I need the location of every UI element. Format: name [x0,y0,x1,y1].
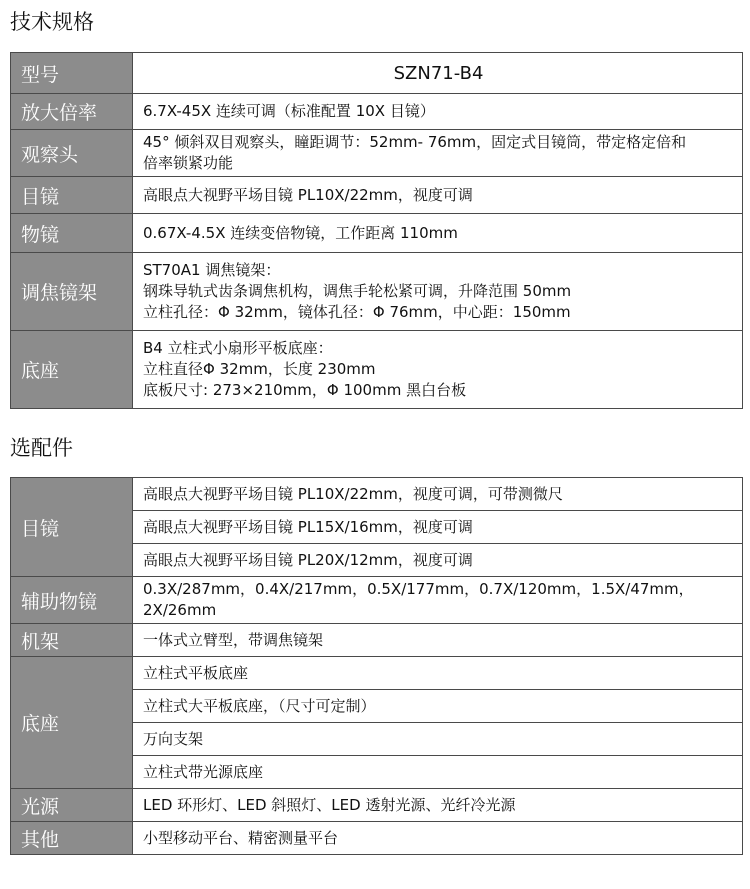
spec-row-magnification [11,94,743,130]
acc-value-eyepiece-2: 高眼点大视野平场目镜 PL15X/16mm，视度可调 [133,511,743,544]
spec-line: 钢珠导轨式齿条调焦机构，调焦手轮松紧可调，升降范围 50mm [143,282,572,300]
spec-label-eyepiece: 目镜 [11,177,133,214]
acc-value-frame: 一体式立臂型，带调焦镜架 [133,624,743,657]
spec-value-head [133,130,743,177]
acc-value-light: LED 环形灯、LED 斜照灯、LED 透射光源、光纤冷光源 [133,789,743,822]
acc-value-base-2: 立柱式大平板底座，（尺寸可定制） [133,690,743,723]
spec-value-magnification [133,94,743,130]
spec-value-focus-mount [133,253,743,331]
acc-value-base-1: 立柱式平板底座 [133,657,743,690]
spec-value-model: SZN71-B4 [133,53,743,94]
acc-value-eyepiece-1: 高眼点大视野平场目镜 PL10X/22mm，视度可调，可带测微尺 [133,478,743,511]
acc-row-aux-objective [11,577,743,624]
acc-label-eyepiece: 目镜 [11,478,133,577]
acc-row-frame [11,624,743,657]
acc-value-other: 小型移动平台、精密测量平台 [133,822,743,855]
accessories-section-title: 选配件 [10,436,73,460]
acc-value-eyepiece-3: 高眼点大视野平场目镜 PL20X/12mm，视度可调 [133,544,743,577]
spec-row-focus-mount [11,253,743,331]
spec-line: 高眼点大视野平场目镜 PL10X/22mm，视度可调 [143,185,473,204]
acc-value-aux-objective [133,577,743,624]
spec-label-magnification: 放大倍率 [11,94,133,130]
spec-label-base: 底座 [11,331,133,409]
spec-row-head [11,130,743,177]
spec-label-objective: 物镜 [11,214,133,253]
spec-line: ST70A1 调焦镜架： [143,261,281,279]
acc-value-base-4: 立柱式带光源底座 [133,756,743,789]
spec-value-objective [133,214,743,253]
spec-line: 0.67X-4.5X 连续变倍物镜，工作距离 110mm [143,223,458,242]
acc-label-base: 底座 [11,657,133,789]
spec-line: 立柱直径Φ 32mm，长度 230mm [143,360,376,378]
spec-label-focus-mount: 调焦镜架 [11,253,133,331]
spec-line: 6.7X-45X 连续可调（标准配置 10X 目镜） [143,102,435,120]
acc-label-light: 光源 [11,789,133,822]
spec-value-base [133,331,743,409]
acc-line: 0.3X/287mm，0.4X/217mm，0.5X/177mm，0.7X/120mm，1.5X/47mm， [143,580,694,598]
spec-row-model [11,53,743,94]
acc-value-base-3: 万向支架 [133,723,743,756]
spec-value-eyepiece [133,177,743,214]
acc-label-aux-objective: 辅助物镜 [11,577,133,624]
acc-row-other [11,822,743,855]
spec-label-head: 观察头 [11,130,133,177]
spec-line: 倍率锁紧功能 [143,154,234,172]
acc-label-other: 其他 [11,822,133,855]
spec-line: B4 立柱式小扇形平板底座： [143,339,333,357]
spec-row-objective [11,214,743,253]
acc-row-light [11,789,743,822]
spec-table [10,52,743,409]
acc-row-base-1 [11,657,743,690]
spec-row-eyepiece [11,177,743,214]
spec-line: 45° 倾斜双目观察头，瞳距调节：52mm- 76mm，固定式目镜筒，带定格定倍和 [143,133,687,151]
acc-label-frame: 机架 [11,624,133,657]
spec-line: 底板尺寸: 273×210mm，Φ 100mm 黑白台板 [143,381,467,399]
spec-line: 立柱孔径：Φ 32mm，镜体孔径：Φ 76mm，中心距：150mm [143,303,571,321]
acc-line: 2X/26mm [143,601,217,619]
spec-row-base [11,331,743,409]
spec-label-model: 型号 [11,53,133,94]
accessories-table [10,477,743,855]
spec-section-title: 技术规格 [10,10,94,34]
acc-row-eyepiece-1 [11,478,743,511]
